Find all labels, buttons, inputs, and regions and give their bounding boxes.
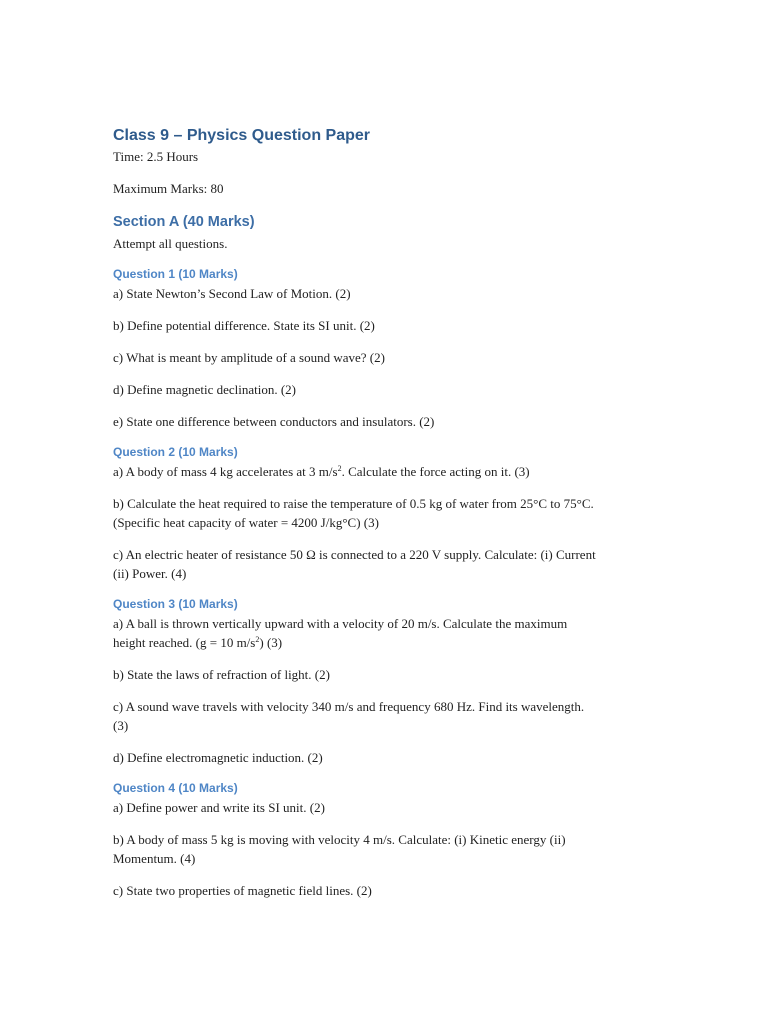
question-paper — [113, 125, 658, 900]
page-title: Class 9 – Physics Question Paper — [113, 127, 371, 144]
q1-part-b: b) Define potential difference. State its SI unit. (2) — [113, 318, 375, 333]
q4-part-b: b) A body of mass 5 kg is moving with velocity 4 m/s. Calculate: (i) Kinetic energy (ii) Momentum. (4) — [113, 832, 566, 866]
q1-part-d: d) Define magnetic declination. (2) — [113, 382, 297, 397]
q4-part-c: c) State two properties of magnetic field lines. (2) — [113, 883, 372, 898]
q3-part-b: b) State the laws of refraction of light. (2) — [113, 667, 330, 682]
time-line: Time: 2.5 Hours — [113, 149, 199, 164]
question-3-heading: Question 3 (10 Marks) — [113, 597, 238, 611]
section-a-heading: Section A (40 Marks) — [113, 214, 255, 230]
q2-part-b: b) Calculate the heat required to raise the temperature of 0.5 kg of water from 25°C to 75°C. (Specific heat capacity of water = 4200 J/kg°C) (3) — [113, 496, 594, 530]
q3-part-a: a) A ball is thrown vertically upward with a velocity of 20 m/s. Calculate the maximum height reached. (g = 10 $m/s^2$) (3) — [113, 616, 568, 650]
q4-part-a: a) Define power and write its SI unit. (2) — [113, 800, 325, 815]
q2-part-a: a) A body of mass 4 kg accelerates at 3 $m/s^2$. Calculate the force acting on it. (3) — [113, 464, 530, 479]
question-1-heading: Question 1 (10 Marks) — [113, 267, 238, 281]
question-4-heading: Question 4 (10 Marks) — [113, 781, 238, 795]
question-2-heading: Question 2 (10 Marks) — [113, 445, 238, 459]
q2-part-c: c) An electric heater of resistance 50 Ω is connected to a 220 V supply. Calculate: (i) Current (ii) Power. (4) — [113, 547, 596, 581]
q1-part-c: c) What is meant by amplitude of a sound wave? (2) — [113, 350, 385, 365]
q3-part-c: c) A sound wave travels with velocity 340 m/s and frequency 680 Hz. Find its wavelength. (3) — [113, 699, 585, 733]
q3-part-d: d) Define electromagnetic induction. (2) — [113, 750, 323, 765]
section-a-instruction: Attempt all questions. — [113, 236, 228, 251]
q1-part-e: e) State one difference between conductors and insulators. (2) — [113, 414, 435, 429]
max-marks-line: Maximum Marks: 80 — [113, 181, 224, 196]
q1-part-a: a) State Newton’s Second Law of Motion. (2) — [113, 286, 351, 301]
